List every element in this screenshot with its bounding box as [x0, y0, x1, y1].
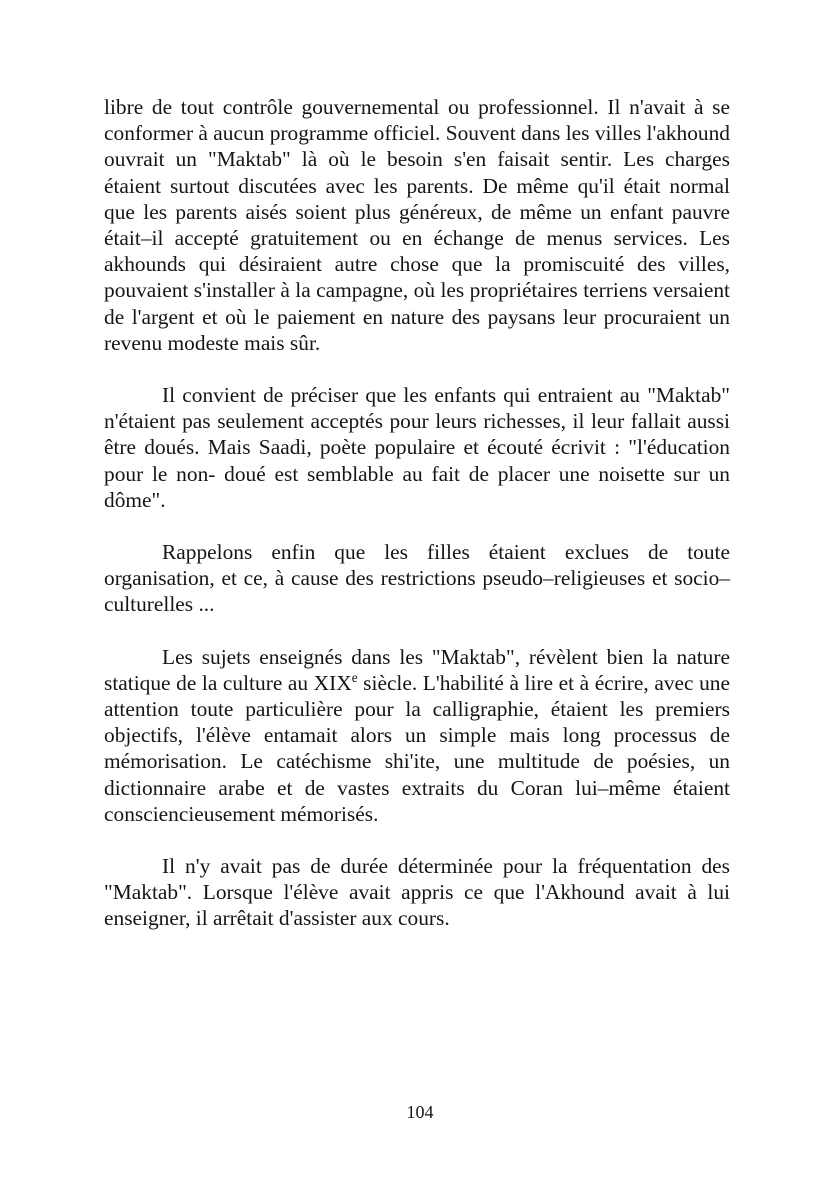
paragraph-maktab-admission: Il convient de préciser que les enfants qui entraient au "Maktab" n'étaient pas seulement acceptés pour leurs richesses, il leur fallait aussi être doués. Mais Saadi, poète populaire et écouté écrivit : "l'éducation pour le non- doué est semblable au fait de placer une noisette sur un dôme".: [104, 383, 730, 512]
paragraph-continuation: libre de tout contrôle gouvernemental ou professionnel. Il n'avait à se conformer à aucun programme officiel. Souvent dans les villes l'akhound ouvrait un "Maktab" là où le besoin s'en faisait sentir. Les charges étaient surtout discutées avec les parents. De même qu'il était normal que les parents aisés soient plus généreux, de même un enfant pauvre était–il accepté gratuitement ou en échange de menus services. Les akhounds qui désiraient autre chose que la promiscuité des villes, pouvaient s'installer à la campagne, où les propriétaires terriens versaient de l'argent et où le paiement en nature des paysans leur procuraient un revenu modeste mais sûr.: [104, 95, 730, 355]
subjects-text-after: siècle. L'habilité à lire et à écrire, avec une attention toute particulière pour la calligraphie, étaient les premiers objectifs, l'élève entamait alors un simple mais long processus de mémorisation. Le catéchisme shi'ite, une multitude de poésies, un dictionnaire arabe et de vastes extraits du Coran lui–même étaient consciencieusement mémorisés.: [104, 670, 730, 826]
century-superscript: e: [351, 669, 358, 685]
subjects-text-before: Les sujets enseignés dans les "Maktab", révèlent bien la nature statique de la culture au XIX: [104, 644, 730, 695]
paragraph-girls-excluded: Rappelons enfin que les filles étaient exclues de toute organisation, et ce, à cause des restrictions pseudo–religieuses et socio–culturelles ...: [104, 540, 730, 617]
body-text: [104, 94, 730, 958]
page-number: 104: [406, 1102, 434, 1122]
paragraph-subjects-taught: [104, 644, 730, 827]
paragraph-attendance-duration: Il n'y avait pas de durée déterminée pour la fréquentation des "Maktab". Lorsque l'élève avait appris ce que l'Akhound avait à lui enseigner, il arrêtait d'assister aux cours.: [104, 854, 730, 931]
